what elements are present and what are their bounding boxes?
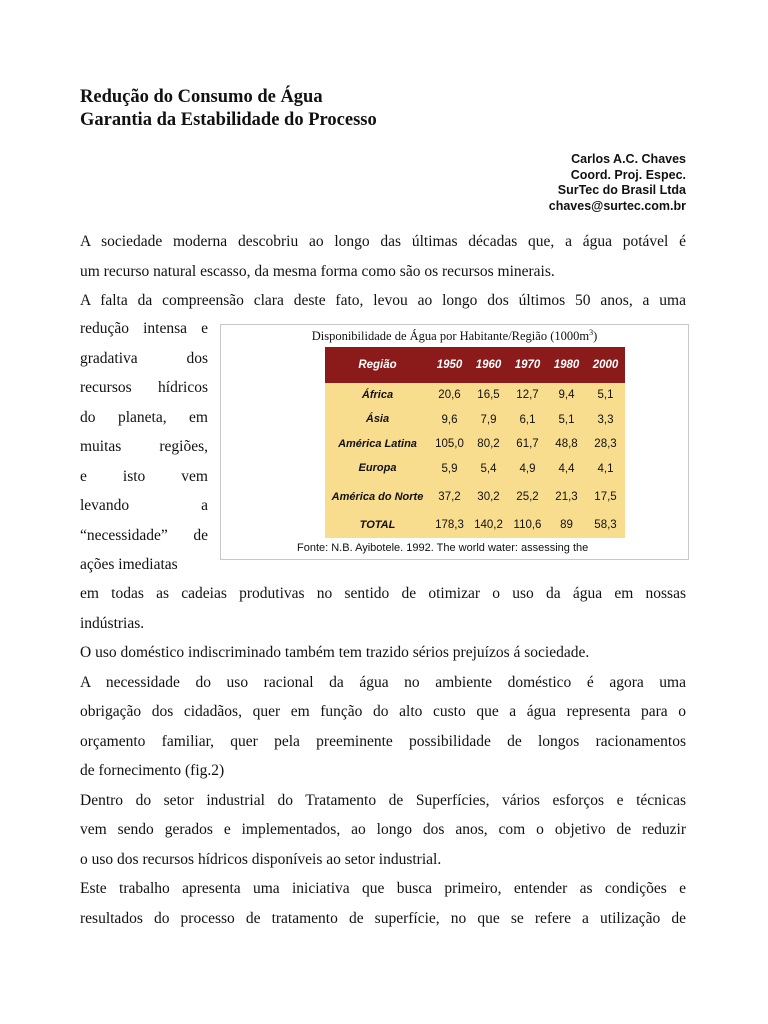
column-header-region: Região xyxy=(325,347,430,383)
value-cell: 48,8 xyxy=(547,432,586,457)
region-cell: África xyxy=(325,383,430,408)
author-company: SurTec do Brasil Ltda xyxy=(557,183,686,197)
column-header-year: 1980 xyxy=(547,347,586,383)
value-cell: 37,2 xyxy=(430,481,469,513)
column-header-year: 2000 xyxy=(586,347,625,383)
value-cell: 110,6 xyxy=(508,513,547,538)
table-row xyxy=(325,408,625,433)
value-cell: 5,1 xyxy=(586,383,625,408)
text-line: resultados do processo de tratamento de superfície, no que se refere a utilização de xyxy=(80,909,686,927)
title-line-2: Garantia da Estabilidade do Processo xyxy=(80,110,377,130)
table-row xyxy=(325,513,625,538)
text-line: o uso dos recursos hídricos disponíveis ao setor industrial. xyxy=(80,850,442,868)
text-line: um recurso natural escasso, da mesma forma como são os recursos minerais. xyxy=(80,262,555,280)
title-line-1: Redução do Consumo de Água xyxy=(80,87,323,107)
paragraph-2-wrapped-column xyxy=(80,314,208,580)
text-line: gradativa dos xyxy=(80,349,208,367)
author-name: Carlos A.C. Chaves xyxy=(571,152,686,166)
figure-title: Disponibilidade de Água por Habitante/Região $(1000m^3)$ xyxy=(311,328,598,344)
region-cell: Europa xyxy=(325,457,430,482)
text-line: vem sendo gerados e implementados, ao longo dos anos, com o objetivo de reduzir xyxy=(80,821,686,838)
text-line: obrigação dos cidadãos, quer em função do alto custo que a água representa para o xyxy=(80,703,686,720)
text-line: do planeta, em xyxy=(80,408,208,426)
text-line: indústrias. xyxy=(80,614,145,632)
text-line: de fornecimento (fig.2) xyxy=(80,762,225,779)
value-cell: 178,3 xyxy=(430,513,469,538)
text-line: em todas as cadeias produtivas no sentido de otimizar o uso da água em nossas xyxy=(80,585,686,602)
table-row xyxy=(325,481,625,513)
value-cell: 61,7 xyxy=(508,432,547,457)
value-cell: 5,9 xyxy=(430,457,469,482)
value-cell: 105,0 xyxy=(430,432,469,457)
value-cell: 16,5 xyxy=(469,383,508,408)
text-line: A necessidade do uso racional da água no ambiente doméstico é agora uma xyxy=(80,673,686,691)
value-cell: 4,4 xyxy=(547,457,586,482)
text-line: Dentro do setor industrial do Tratamento de Superfícies, vários esforços e técnicas xyxy=(80,791,686,809)
value-cell: 3,3 xyxy=(586,408,625,433)
text-line: e isto vem xyxy=(80,467,208,485)
document-title xyxy=(80,86,377,132)
value-cell: 5,1 xyxy=(547,408,586,433)
value-cell: 21,3 xyxy=(547,481,586,513)
value-cell: 89 xyxy=(547,513,586,538)
column-header-year: 1950 xyxy=(430,347,469,383)
water-availability-table xyxy=(325,347,625,538)
value-cell: 4,1 xyxy=(586,457,625,482)
column-header-year: 1970 xyxy=(508,347,547,383)
author-email: chaves@surtec.com.br xyxy=(548,198,686,213)
region-cell: TOTAL xyxy=(325,513,430,538)
author-block xyxy=(549,152,686,214)
value-cell: 9,4 xyxy=(547,383,586,408)
value-cell: 17,5 xyxy=(586,481,625,513)
value-cell: 140,2 xyxy=(469,513,508,538)
value-cell: 30,2 xyxy=(469,481,508,513)
value-cell: 20,6 xyxy=(430,383,469,408)
value-cell: 9,6 xyxy=(430,408,469,433)
text-line: A falta da compreensão clara deste fato, levou ao longo dos últimos 50 anos, a uma xyxy=(80,292,686,309)
author-role: Coord. Proj. Espec. xyxy=(570,167,686,182)
value-cell: 80,2 xyxy=(469,432,508,457)
water-availability-figure xyxy=(220,324,689,560)
table-header-row xyxy=(325,347,625,383)
column-header-year: 1960 xyxy=(469,347,508,383)
text-line: recursos hídricos xyxy=(80,379,208,396)
table-row xyxy=(325,383,625,408)
text-line: Este trabalho apresenta uma iniciativa que busca primeiro, entender as condições e xyxy=(80,880,686,897)
table-row xyxy=(325,457,625,482)
region-cell: América Latina xyxy=(325,432,430,457)
text-line: “necessidade” de xyxy=(80,526,208,544)
paragraph-2-continued xyxy=(80,579,686,933)
value-cell: 7,9 xyxy=(469,408,508,433)
value-cell: 12,7 xyxy=(508,383,547,408)
text-line: muitas regiões, xyxy=(80,438,208,455)
text-line: orçamento familiar, quer pela preeminente possibilidade de longos racionamentos xyxy=(80,732,686,750)
figure-source: Fonte: N.B. Ayibotele. 1992. The world water: assessing the xyxy=(297,542,589,554)
value-cell: 28,3 xyxy=(586,432,625,457)
region-cell: América do Norte xyxy=(325,481,430,513)
table-row xyxy=(325,432,625,457)
value-cell: 5,4 xyxy=(469,457,508,482)
text-line: ações imediatas xyxy=(80,556,178,573)
text-line: A sociedade moderna descobriu ao longo das últimas décadas que, a água potável é xyxy=(80,233,686,250)
value-cell: 6,1 xyxy=(508,408,547,433)
text-line: redução intensa e xyxy=(80,320,208,337)
value-cell: 25,2 xyxy=(508,481,547,513)
text-line: levando a xyxy=(80,497,208,514)
text-line: O uso doméstico indiscriminado também tem trazido sérios prejuízos á sociedade. xyxy=(80,644,590,661)
paragraph-1 xyxy=(80,227,686,316)
value-cell: 4,9 xyxy=(508,457,547,482)
value-cell: 58,3 xyxy=(586,513,625,538)
region-cell: Ásia xyxy=(325,408,430,433)
